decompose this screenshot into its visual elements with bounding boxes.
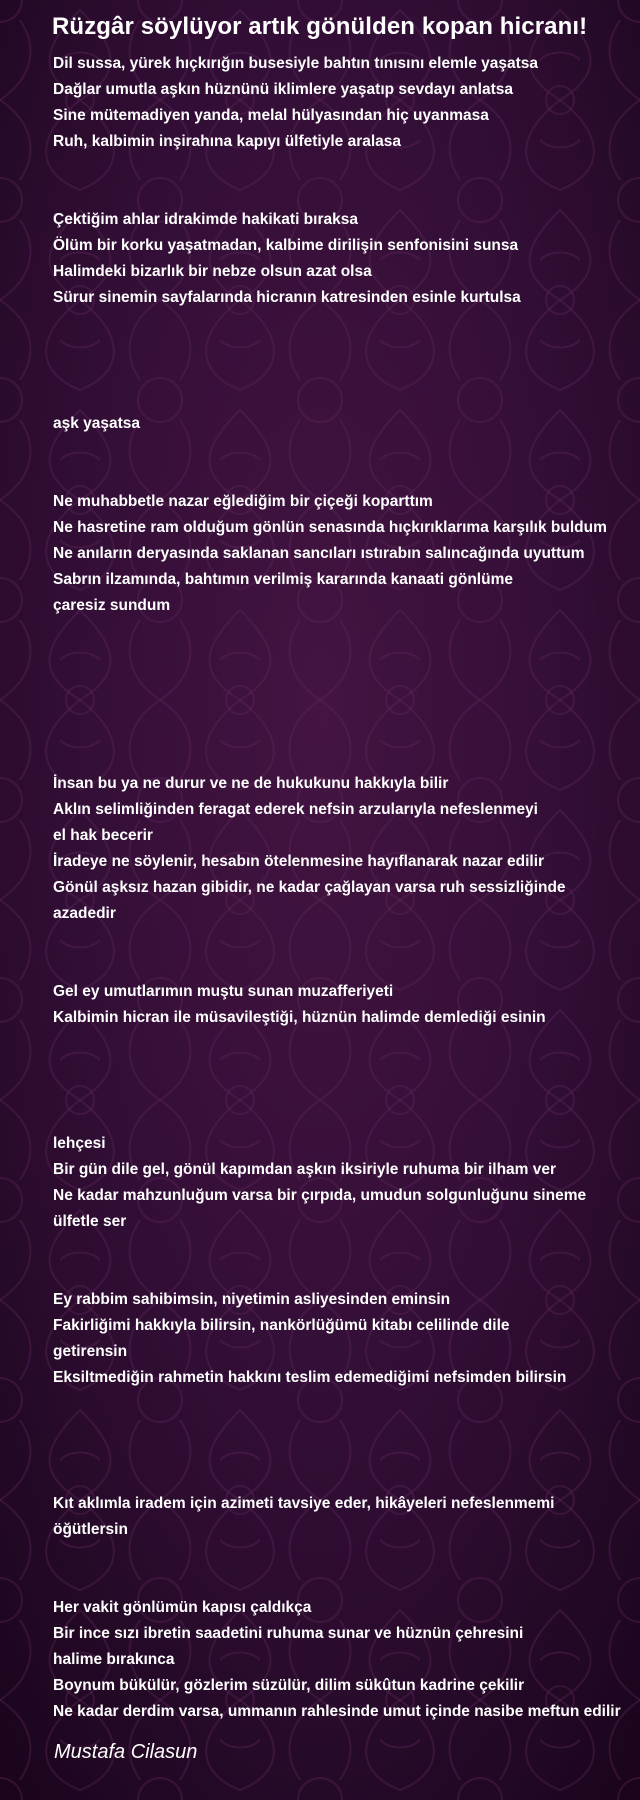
poem-line: Bir ince sızı ibretin saadetini ruhuma sunar ve hüznün çehresini [53, 1625, 524, 1642]
poem-line: Eksiltmediğin rahmetin hakkını teslim edemediğimi nefsimden bilirsin [53, 1369, 567, 1386]
poem-line: getirensin [53, 1343, 128, 1360]
poem-line: İnsan bu ya ne durur ve ne de hukukunu hakkıyla bilir [53, 775, 449, 792]
poem-line: Ey rabbim sahibimsin, niyetimin asliyesinden eminsin [53, 1291, 451, 1308]
poem-line: İradeye ne söylenir, hesabın ötelenmesine hayıflanarak nazar edilir [53, 853, 545, 870]
poem-line: Ne anıların deryasında saklanan sancıları ıstırabın salıncağında uyuttum [53, 545, 585, 562]
poem-line: Kıt aklımla iradem için azimeti tavsiye eder, hikâyeleri nefeslenmemi [53, 1495, 555, 1512]
poem-line: çaresiz sundum [53, 597, 171, 614]
poem-line: Bir gün dile gel, gönül kapımdan aşkın iksiriyle ruhuma bir ilham ver [53, 1161, 557, 1178]
poem-title: Rüzgâr söylüyor artık gönülden kopan hicranı! [52, 13, 588, 40]
poem-line: Sine mütemadiyen yanda, melal hülyasından hiç uyanmasa [53, 107, 489, 124]
poem-line: el hak becerir [53, 827, 153, 844]
poem-line: Çektiğim ahlar idrakimde hakikati bıraksa [53, 211, 358, 228]
poem-line: Ne kadar derdim varsa, ummanın rahlesinde umut içinde nasibe meftun edilir [53, 1703, 621, 1720]
poem-line: Ne muhabbetle nazar eğlediğim bir çiçeği koparttım [53, 493, 433, 510]
poem-line: Kalbimin hicran ile müsavileştiği, hüznün halimde demlediği esinin [53, 1009, 546, 1026]
poem-line: Gönül aşksız hazan gibidir, ne kadar çağlayan varsa ruh sessizliğinde [53, 879, 566, 896]
author-signature: Mustafa Cilasun [54, 1741, 198, 1763]
poem-line: Ruh, kalbimin inşirahına kapıyı ülfetiyle aralasa [53, 133, 402, 150]
poem-line: aşk yaşatsa [53, 415, 141, 432]
poem-line: Halimdeki bizarlık bir nebze olsun azat olsa [53, 263, 372, 280]
poem-line: Dil sussa, yürek hıçkırığın busesiyle bahtın tınısını elemle yaşatsa [53, 55, 539, 72]
poem-line: halime bırakınca [53, 1651, 175, 1668]
poem-line: azadedir [53, 905, 116, 922]
poem-line: Dağlar umutla aşkın hüznünü iklimlere yaşatıp sevdayı anlatsa [53, 81, 513, 98]
poem-line: ülfetle ser [53, 1213, 127, 1230]
poem-line: Fakirliğimi hakkıyla bilirsin, nankörlüğümü kitabı celilinde dile [53, 1317, 510, 1334]
poem-line: Sürur sinemin sayfalarında hicranın katresinden esinle kurtulsa [53, 289, 521, 306]
poem-line: Boynum bükülür, gözlerim süzülür, dilim sükûtun kadrine çekilir [53, 1677, 525, 1694]
poem-line: Ölüm bir korku yaşatmadan, kalbime dirilişin senfonisini sunsa [53, 237, 519, 254]
poem-line: Sabrın ilzamında, bahtımın verilmiş kararında kanaati gönlüme [53, 571, 513, 588]
poem-line: Ne kadar mahzunluğum varsa bir çırpıda, umudun solgunluğunu sineme [53, 1187, 587, 1204]
poem-line: öğütlersin [53, 1521, 128, 1538]
poem-line: lehçesi [53, 1135, 106, 1152]
poem-line: Ne hasretine ram olduğum gönlün senasında hıçkırıklarıma karşılık buldum [53, 519, 607, 536]
poem-line: Her vakit gönlümün kapısı çaldıkça [53, 1599, 312, 1616]
poem-line: Aklın selimliğinden feragat ederek nefsin arzularıyla nefeslenmeyi [53, 801, 538, 818]
poem-line: Gel ey umutlarımın muştu sunan muzafferiyeti [53, 983, 394, 1000]
